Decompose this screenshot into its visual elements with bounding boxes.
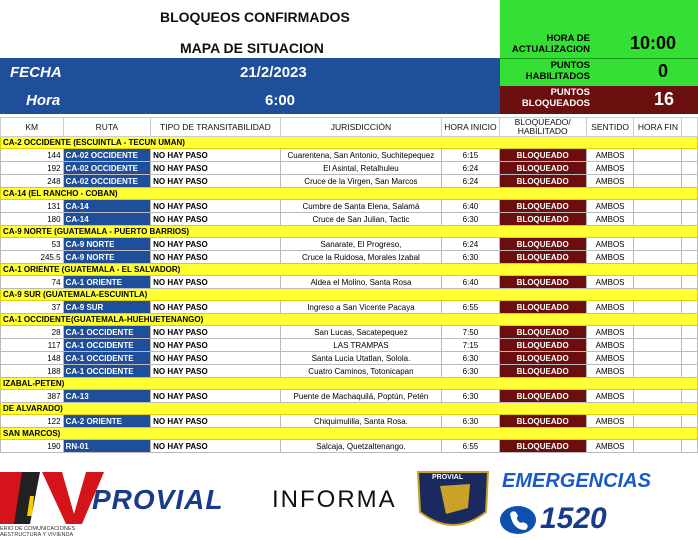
bloqueados-value: 16 [654, 89, 675, 109]
informa-text: INFORMA [272, 486, 397, 513]
jurisdiccion-cell: Chiquimulilla, Santa Rosa. [280, 415, 442, 428]
table-row [1, 301, 698, 314]
route-cell: CA-02 OCCIDENTE [63, 162, 151, 175]
sentido-cell: AMBOS [586, 238, 634, 251]
hora-fin-cell [634, 339, 682, 352]
km-cell: 148 [1, 352, 64, 365]
route-cell: CA-9 NORTE [63, 251, 151, 264]
hora-inicio-cell: 6:40 [442, 276, 499, 289]
extra-cell [682, 238, 698, 251]
section-row [1, 226, 698, 238]
hora-inicio-cell: 6:55 [442, 440, 499, 453]
sentido-cell: AMBOS [586, 440, 634, 453]
route-cell: CA-1 OCCIDENTE [63, 339, 151, 352]
route-cell: CA-13 [63, 390, 151, 403]
hora-inicio-cell: 6:30 [442, 365, 499, 378]
estado-cell: BLOQUEADO [499, 301, 586, 314]
section-title: SAN MARCOS) [1, 428, 698, 440]
col-extra [682, 118, 698, 137]
estado-cell: BLOQUEADO [499, 326, 586, 339]
sentido-cell: AMBOS [586, 339, 634, 352]
hora-inicio-cell: 7:50 [442, 326, 499, 339]
civ-subtitle-1: ERIO DE COMUNICACIONES [0, 526, 76, 532]
sentido-cell: AMBOS [586, 213, 634, 226]
hora-label: Hora [26, 92, 61, 109]
route-cell: CA-2 ORIENTE [63, 415, 151, 428]
extra-cell [682, 352, 698, 365]
tipo-cell: NO HAY PASO [151, 365, 280, 378]
hora-fin-cell [634, 276, 682, 289]
hora-fin-cell [634, 352, 682, 365]
km-cell: 53 [1, 238, 64, 251]
table-row [1, 415, 698, 428]
jurisdiccion-cell: Cruce de la Virgen, San Marcos [280, 175, 442, 188]
section-title: CA-9 NORTE (GUATEMALA - PUERTO BARRIOS) [1, 226, 698, 238]
tipo-cell: NO HAY PASO [151, 213, 280, 226]
section-title: CA-2 OCCIDENTE (ESCUINTLA - TECUN UMAN) [1, 137, 698, 149]
tipo-cell: NO HAY PASO [151, 251, 280, 264]
extra-cell [682, 200, 698, 213]
actualizacion-label: HORA DE ACTUALIZACION [511, 33, 590, 55]
tipo-cell: NO HAY PASO [151, 149, 280, 162]
route-cell: CA-02 OCCIDENTE [63, 175, 151, 188]
table-row [1, 162, 698, 175]
hora-inicio-cell: 7:15 [442, 339, 499, 352]
tipo-cell: NO HAY PASO [151, 390, 280, 403]
section-row [1, 137, 698, 149]
extra-cell [682, 149, 698, 162]
estado-cell: BLOQUEADO [499, 162, 586, 175]
km-cell: 122 [1, 415, 64, 428]
section-title: IZABAL-PETEN) [1, 378, 698, 390]
estado-cell: BLOQUEADO [499, 213, 586, 226]
route-cell: CA-9 NORTE [63, 238, 151, 251]
hora-fin-cell [634, 326, 682, 339]
section-title: CA-1 OCCIDENTE(GUATEMALA-HUEHUETENANGO) [1, 314, 698, 326]
km-cell: 192 [1, 162, 64, 175]
tipo-cell: NO HAY PASO [151, 276, 280, 289]
extra-cell [682, 415, 698, 428]
table-row [1, 339, 698, 352]
phone-number: 1520 [540, 502, 607, 535]
blockades-table [0, 117, 698, 453]
col-tipo: TIPO DE TRANSITABILIDAD [151, 118, 280, 137]
extra-cell [682, 440, 698, 453]
hora-fin-cell [634, 415, 682, 428]
tipo-cell: NO HAY PASO [151, 175, 280, 188]
section-row [1, 314, 698, 326]
route-cell: CA-9 SUR [63, 301, 151, 314]
jurisdiccion-cell: LAS TRAMPAS [280, 339, 442, 352]
estado-cell: BLOQUEADO [499, 440, 586, 453]
table-row [1, 440, 698, 453]
section-row [1, 188, 698, 200]
km-cell: 74 [1, 276, 64, 289]
km-cell: 144 [1, 149, 64, 162]
fecha-value: 21/2/2023 [240, 64, 307, 81]
table-row [1, 276, 698, 289]
col-hora-fin: HORA FIN [634, 118, 682, 137]
bloqueados-label: PUNTOS BLOQUEADOS [521, 87, 590, 109]
sentido-cell: AMBOS [586, 149, 634, 162]
tipo-cell: NO HAY PASO [151, 415, 280, 428]
phone-badge [500, 506, 536, 534]
hora-inicio-cell: 6:24 [442, 238, 499, 251]
tipo-cell: NO HAY PASO [151, 301, 280, 314]
hora-row [0, 86, 500, 114]
table-row [1, 149, 698, 162]
section-row [1, 403, 698, 415]
table-row [1, 200, 698, 213]
table-row [1, 365, 698, 378]
route-cell: CA-1 ORIENTE [63, 276, 151, 289]
sentido-cell: AMBOS [586, 162, 634, 175]
col-hora-inicio: HORA INICIO [442, 118, 499, 137]
jurisdiccion-cell: Cuarentena, San Antonio, Suchitepequez [280, 149, 442, 162]
route-cell: CA-14 [63, 213, 151, 226]
sentido-cell: AMBOS [586, 365, 634, 378]
tipo-cell: NO HAY PASO [151, 326, 280, 339]
table-row [1, 251, 698, 264]
section-row [1, 378, 698, 390]
table-row [1, 352, 698, 365]
jurisdiccion-cell: Ingreso a San Vicente Pacaya [280, 301, 442, 314]
table-row [1, 390, 698, 403]
tipo-cell: NO HAY PASO [151, 440, 280, 453]
estado-cell: BLOQUEADO [499, 149, 586, 162]
habilitados-value: 0 [658, 61, 669, 81]
hora-fin-cell [634, 365, 682, 378]
sentido-cell: AMBOS [586, 352, 634, 365]
extra-cell [682, 326, 698, 339]
km-cell: 28 [1, 326, 64, 339]
section-title: CA-14 (EL RANCHO - COBAN) [1, 188, 698, 200]
hora-fin-cell [634, 251, 682, 264]
route-cell: CA-02 OCCIDENTE [63, 149, 151, 162]
extra-cell [682, 301, 698, 314]
civ-subtitle-2: AESTRUCTURA Y VIVIENDA [0, 532, 74, 538]
estado-cell: BLOQUEADO [499, 352, 586, 365]
sentido-cell: AMBOS [586, 301, 634, 314]
section-row [1, 428, 698, 440]
jurisdiccion-cell: El Asintal, Retalhuleu [280, 162, 442, 175]
hora-fin-cell [634, 162, 682, 175]
column-header-row [1, 118, 698, 137]
hora-inicio-cell: 6:30 [442, 213, 499, 226]
extra-cell [682, 390, 698, 403]
hora-fin-cell [634, 238, 682, 251]
estado-cell: BLOQUEADO [499, 200, 586, 213]
fecha-label: FECHA [10, 64, 62, 81]
section-row [1, 289, 698, 301]
hora-inicio-cell: 6:15 [442, 149, 499, 162]
table-row [1, 175, 698, 188]
hora-inicio-cell: 6:30 [442, 415, 499, 428]
estado-cell: BLOQUEADO [499, 238, 586, 251]
actualizacion-value: 10:00 [630, 33, 677, 53]
tipo-cell: NO HAY PASO [151, 339, 280, 352]
sentido-cell: AMBOS [586, 251, 634, 264]
hora-value: 6:00 [265, 92, 296, 109]
extra-cell [682, 213, 698, 226]
col-ruta: RUTA [63, 118, 151, 137]
hora-inicio-cell: 6:30 [442, 251, 499, 264]
hora-inicio-cell: 6:30 [442, 352, 499, 365]
route-cell: RN-01 [63, 440, 151, 453]
route-cell: CA-14 [63, 200, 151, 213]
estado-cell: BLOQUEADO [499, 339, 586, 352]
km-cell: 248 [1, 175, 64, 188]
section-title: CA-1 ORIENTE (GUATEMALA - EL SALVADOR) [1, 264, 698, 276]
route-cell: CA-1 OCCIDENTE [63, 352, 151, 365]
route-cell: CA-1 OCCIDENTE [63, 365, 151, 378]
sentido-cell: AMBOS [586, 415, 634, 428]
hora-inicio-cell: 6:24 [442, 175, 499, 188]
jurisdiccion-cell: San Lucas, Sacatepequez [280, 326, 442, 339]
estado-cell: BLOQUEADO [499, 365, 586, 378]
sentido-cell: AMBOS [586, 390, 634, 403]
tipo-cell: NO HAY PASO [151, 162, 280, 175]
hora-fin-cell [634, 175, 682, 188]
shield-label: PROVIAL [432, 474, 464, 481]
extra-cell [682, 251, 698, 264]
extra-cell [682, 276, 698, 289]
km-cell: 180 [1, 213, 64, 226]
estado-cell: BLOQUEADO [499, 276, 586, 289]
table-row [1, 326, 698, 339]
title-bloqueos: BLOQUEOS CONFIRMADOS [160, 9, 350, 25]
hora-inicio-cell: 6:40 [442, 200, 499, 213]
hora-fin-cell [634, 213, 682, 226]
table-row [1, 238, 698, 251]
extra-cell [682, 175, 698, 188]
route-cell: CA-1 OCCIDENTE [63, 326, 151, 339]
estado-cell: BLOQUEADO [499, 251, 586, 264]
jurisdiccion-cell: Cuatro Caminos, Totonicapan [280, 365, 442, 378]
col-jurisdiccion: JURISDICCIÓN [280, 118, 442, 137]
extra-cell [682, 339, 698, 352]
hora-inicio-cell: 6:24 [442, 162, 499, 175]
jurisdiccion-cell: Aldea el Molino, Santa Rosa [280, 276, 442, 289]
sentido-cell: AMBOS [586, 326, 634, 339]
col-sentido: SENTIDO [586, 118, 634, 137]
extra-cell [682, 365, 698, 378]
hora-fin-cell [634, 301, 682, 314]
hora-inicio-cell: 6:55 [442, 301, 499, 314]
km-cell: 188 [1, 365, 64, 378]
hora-fin-cell [634, 390, 682, 403]
km-cell: 190 [1, 440, 64, 453]
estado-cell: BLOQUEADO [499, 415, 586, 428]
emergencias-text: EMERGENCIAS [502, 470, 651, 492]
estado-cell: BLOQUEADO [499, 175, 586, 188]
section-row [1, 264, 698, 276]
footer-banner [0, 468, 698, 540]
jurisdiccion-cell: Cumbre de Santa Elena, Salamá [280, 200, 442, 213]
km-cell: 387 [1, 390, 64, 403]
tipo-cell: NO HAY PASO [151, 200, 280, 213]
tipo-cell: NO HAY PASO [151, 238, 280, 251]
km-cell: 245.5 [1, 251, 64, 264]
jurisdiccion-cell: Cruce de San Julian, Tactic [280, 213, 442, 226]
hora-fin-cell [634, 149, 682, 162]
jurisdiccion-cell: Santa Lucia Utatlan, Solola. [280, 352, 442, 365]
estado-cell: BLOQUEADO [499, 390, 586, 403]
col-km: KM [1, 118, 64, 137]
sentido-cell: AMBOS [586, 276, 634, 289]
jurisdiccion-cell: Puente de Machaquilá, Poptún, Petén [280, 390, 442, 403]
km-cell: 117 [1, 339, 64, 352]
jurisdiccion-cell: Sanarate, El Progreso, [280, 238, 442, 251]
hora-inicio-cell: 6:30 [442, 390, 499, 403]
sentido-cell: AMBOS [586, 200, 634, 213]
hora-fin-cell [634, 440, 682, 453]
jurisdiccion-cell: Cruce la Ruidosa, Morales Izabal [280, 251, 442, 264]
section-title: DE ALVARADO) [1, 403, 698, 415]
provial-wordmark: PROVIAL [92, 484, 224, 515]
hora-fin-cell [634, 200, 682, 213]
sentido-cell: AMBOS [586, 175, 634, 188]
col-estado: BLOQUEADO/ HABILITADO [499, 118, 586, 137]
km-cell: 131 [1, 200, 64, 213]
tipo-cell: NO HAY PASO [151, 352, 280, 365]
jurisdiccion-cell: Salcaja, Quetzaltenango. [280, 440, 442, 453]
table-row [1, 213, 698, 226]
km-cell: 37 [1, 301, 64, 314]
title-mapa: MAPA DE SITUACION [180, 40, 324, 56]
habilitados-label: PUNTOS HABILITADOS [525, 60, 590, 82]
extra-cell [682, 162, 698, 175]
section-title: CA-9 SUR (GUATEMALA-ESCUINTLA) [1, 289, 698, 301]
